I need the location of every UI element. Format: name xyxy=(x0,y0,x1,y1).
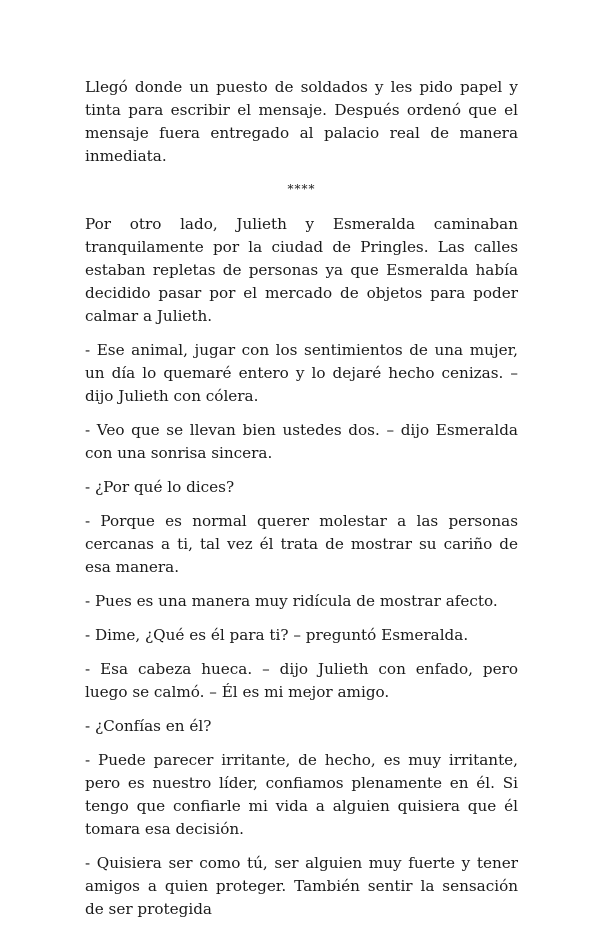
paragraph: - Veo que se llevan bien ustedes dos. – dijo Esmeralda con una sonrisa sincera. xyxy=(85,421,518,462)
paragraph: - Puede parecer irritante, de hecho, es muy irritante, pero es nuestro líder, confiamos plenamente en él. Si tengo que confiarle mi vida a alguien quisiera que él tomara esa decisión. xyxy=(85,751,518,838)
paragraph: - Quisiera ser como tú, ser alguien muy fuerte y tener amigos a quien proteger. También sentir la sensación de ser protegida xyxy=(85,854,518,918)
paragraph: - Esa cabeza hueca. – dijo Julieth con enfado, pero luego se calmó. – Él es mi mejor amigo. xyxy=(85,660,518,701)
paragraph: Llegó donde un puesto de soldados y les pido papel y tinta para escribir el mensaje. Después ordenó que el mensaje fuera entregado al palacio real de manera inmediata. xyxy=(85,78,518,165)
scene-separator: **** xyxy=(287,182,316,196)
page-body xyxy=(85,76,518,932)
paragraph: - Porque es normal querer molestar a las personas cercanas a ti, tal vez él trata de mostrar su cariño de esa manera. xyxy=(85,512,518,576)
paragraph: - Pues es una manera muy ridícula de mostrar afecto. xyxy=(85,592,498,610)
paragraph: - Ese animal, jugar con los sentimientos de una mujer, un día lo quemaré entero y lo dejaré hecho cenizas. – dijo Julieth con cólera. xyxy=(85,341,518,405)
paragraph: - Dime, ¿Qué es él para ti? – preguntó Esmeralda. xyxy=(85,626,469,644)
paragraph: - ¿Confías en él? xyxy=(85,717,212,735)
paragraph: - ¿Por qué lo dices? xyxy=(85,478,235,496)
paragraph: Por otro lado, Julieth y Esmeralda caminaban tranquilamente por la ciudad de Pringles. Las calles estaban repletas de personas ya que Esmeralda había decidido pasar por el mercado de objetos para poder calmar a Julieth. xyxy=(85,215,518,325)
